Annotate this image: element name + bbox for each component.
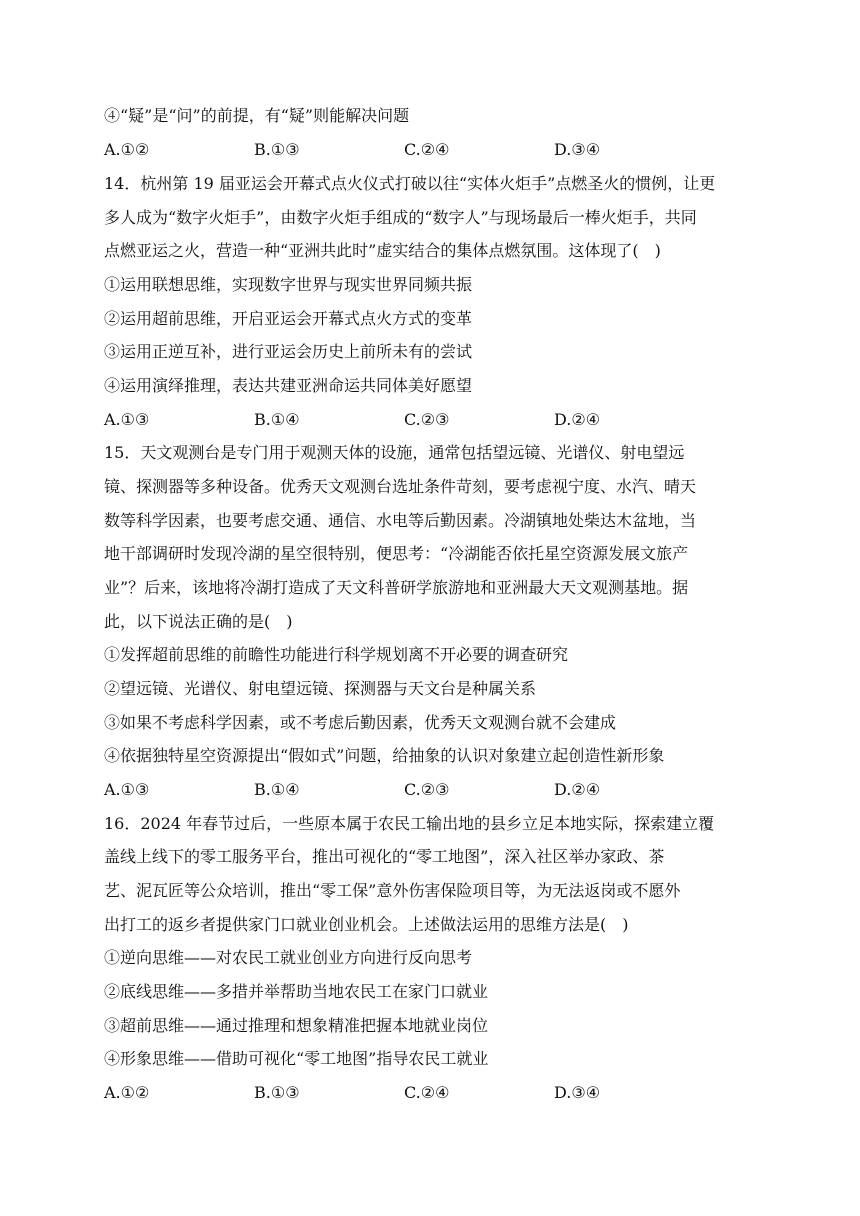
q14-option-b[interactable]: B.①④ xyxy=(254,410,300,429)
q16-option-a[interactable]: A.①② xyxy=(104,1083,150,1102)
q14-stem-line-1: 14．杭州第 19 届亚运会开幕式点火仪式打破以往“实体火炬手”点燃圣火的惯例，让更 xyxy=(104,174,716,193)
q16-statement-2: ②底线思维——多措并举帮助当地农民工在家门口就业 xyxy=(104,982,489,1001)
q14-statement-3: ③运用正逆互补，进行亚运会历史上前所未有的尝试 xyxy=(104,342,473,361)
q15-option-d[interactable]: D.②④ xyxy=(554,780,601,799)
q16-option-b[interactable]: B.①③ xyxy=(254,1083,300,1102)
q16-stem-line-4: 出打工的返乡者提供家门口就业创业机会。上述做法运用的思维方法是( ) xyxy=(104,915,629,934)
q16-option-d[interactable]: D.③④ xyxy=(554,1083,601,1102)
q15-stem-line-3: 数等科学因素，也要考虑交通、通信、水电等后勤因素。冷湖镇地处柴达木盆地，当 xyxy=(104,511,697,530)
q15-stem-line-6: 此，以下说法正确的是( ) xyxy=(104,612,293,631)
q15-stem-line-4: 地干部调研时发现冷湖的星空很特别，便思考：“冷湖能否依托星空资源发展文旅产 xyxy=(104,544,689,563)
q16-stem-line-3: 艺、泥瓦匠等公众培训，推出“零工保”意外伤害保险项目等，为无法返岗或不愿外 xyxy=(104,881,681,900)
q14-stem-line-2: 多人成为“数字火炬手”，由数字火炬手组成的“数字人”与现场最后一棒火炬手，共同 xyxy=(104,208,697,227)
q15-statement-2: ②望远镜、光谱仪、射电望远镜、探测器与天文台是种属关系 xyxy=(104,679,537,698)
q13-statement-4: ④“疑”是“问”的前提，有“疑”则能解决问题 xyxy=(104,106,410,125)
q13-options xyxy=(104,140,764,160)
q15-stem-line-5: 业”？后来，该地将冷湖打造成了天文科普研学旅游地和亚洲最大天文观测基地。据 xyxy=(104,578,689,597)
q16-stem-line-2: 盖线上线下的零工服务平台，推出可视化的“零工地图”，深入社区举办家政、茶 xyxy=(104,847,665,866)
q16-statement-3: ③超前思维——通过推理和想象精准把握本地就业岗位 xyxy=(104,1016,489,1035)
q16-stem-line-1: 16．2024 年春节过后，一些原本属于农民工输出地的县乡立足本地实际，探索建立覆 xyxy=(104,814,715,833)
q13-option-c[interactable]: C.②④ xyxy=(404,140,450,159)
q13-option-a[interactable]: A.①② xyxy=(104,140,150,159)
q16-option-c[interactable]: C.②④ xyxy=(404,1083,450,1102)
q15-option-c[interactable]: C.②③ xyxy=(404,780,450,799)
q15-statement-1: ①发挥超前思维的前瞻性功能进行科学规划离不开必要的调查研究 xyxy=(104,645,569,664)
q14-statement-2: ②运用超前思维，开启亚运会开幕式点火方式的变革 xyxy=(104,309,473,328)
q15-statement-4: ④依据独特星空资源提出“假如式”问题，给抽象的认识对象建立起创造性新形象 xyxy=(104,746,665,765)
q14-stem-line-3: 点燃亚运之火，营造一种“亚洲共此时”虚实结合的集体点燃氛围。这体现了( ) xyxy=(104,241,661,260)
q14-option-c[interactable]: C.②③ xyxy=(404,410,450,429)
q16-options xyxy=(104,1083,764,1103)
q15-option-a[interactable]: A.①③ xyxy=(104,780,150,799)
q14-option-d[interactable]: D.②④ xyxy=(554,410,601,429)
q16-statement-4: ④形象思维——借助可视化“零工地图”指导农民工就业 xyxy=(104,1049,489,1068)
q15-stem-line-2: 镜、探测器等多种设备。优秀天文观测台选址条件苛刻，要考虑视宁度、水汽、晴天 xyxy=(104,477,697,496)
q15-statement-3: ③如果不考虑科学因素，或不考虑后勤因素，优秀天文观测台就不会建成 xyxy=(104,713,617,732)
q13-option-d[interactable]: D.③④ xyxy=(554,140,601,159)
q14-statement-1: ①运用联想思维，实现数字世界与现实世界同频共振 xyxy=(104,275,473,294)
q15-stem-line-1: 15．天文观测台是专门用于观测天体的设施，通常包括望远镜、光谱仪、射电望远 xyxy=(104,443,685,462)
q13-option-b[interactable]: B.①③ xyxy=(254,140,300,159)
q14-options xyxy=(104,410,764,430)
q15-option-b[interactable]: B.①④ xyxy=(254,780,300,799)
q14-statement-4: ④运用演绎推理，表达共建亚洲命运共同体美好愿望 xyxy=(104,376,473,395)
q16-statement-1: ①逆向思维——对农民工就业创业方向进行反向思考 xyxy=(104,948,473,967)
q14-option-a[interactable]: A.①③ xyxy=(104,410,150,429)
q15-options xyxy=(104,780,764,800)
